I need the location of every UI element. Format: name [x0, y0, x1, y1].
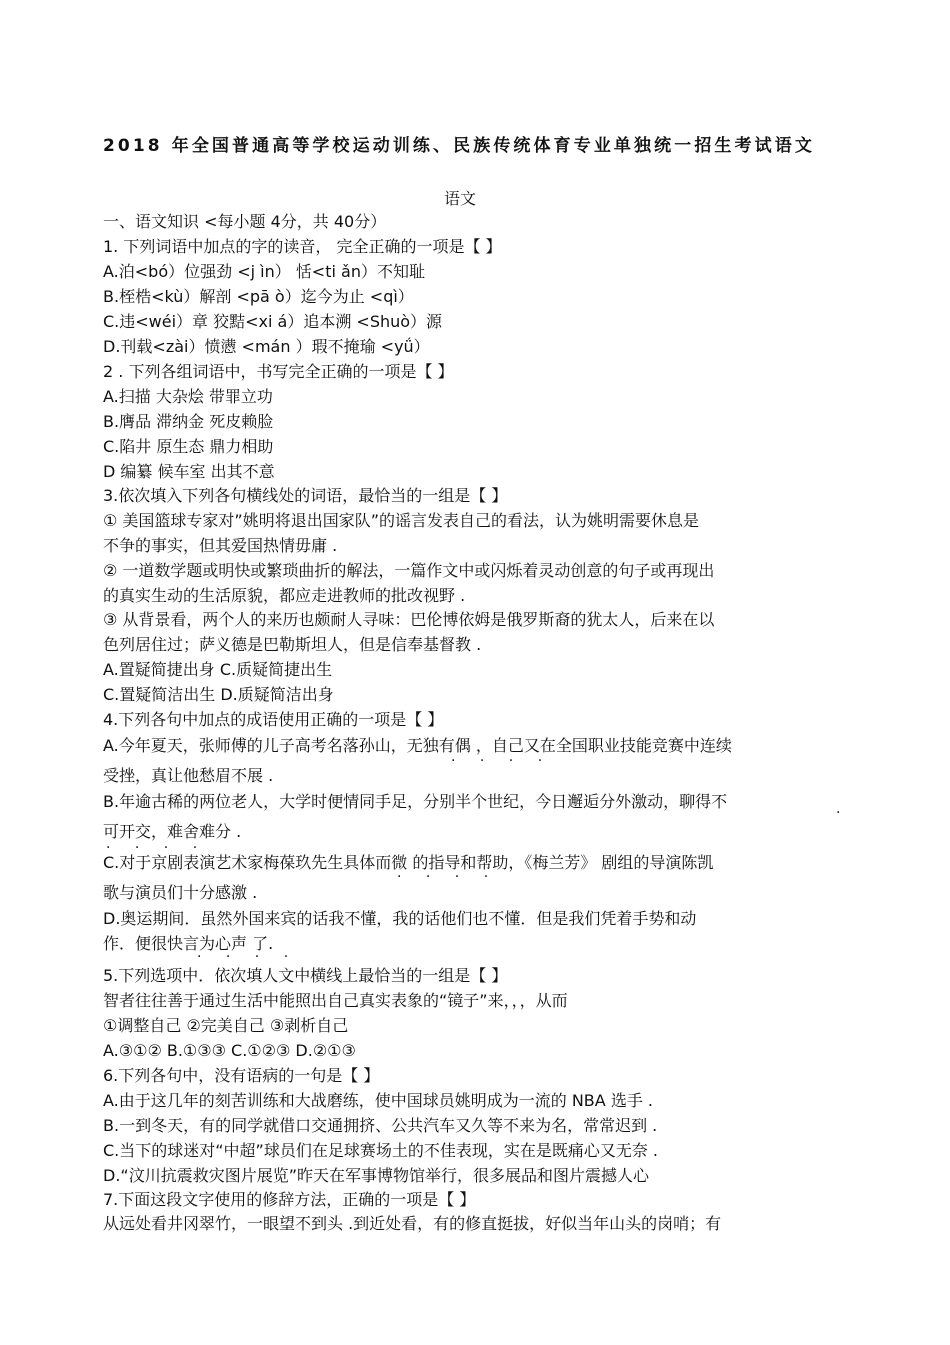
q3-sentence1-b: 不争的事实，但其爱国热情毋庸 . — [103, 536, 338, 555]
q2-option-c: C.陷井 原生态 鼎力相助 — [103, 437, 274, 456]
emphasis-dots: · · · · — [106, 840, 208, 856]
emphasis-dots: · · · · — [451, 753, 553, 769]
q6-stem: 6.下列各句中，没有语病的一句是【 】 — [103, 1066, 380, 1085]
subject-heading: 语文 — [443, 189, 476, 208]
q3-stem: 3.依次填入下列各句横线处的词语，最恰当的一组是【 】 — [103, 486, 508, 505]
emphasis-dots: · · · · — [197, 949, 299, 965]
q3-sentence2-b: 的真实生动的生活原貌，都应走进教师的批改视野 . — [103, 586, 466, 605]
q4-option-a-line2: 受挫，真让他愁眉不展 . — [103, 766, 274, 785]
q4-stem: 4.下列各句中加点的成语使用正确的一项是【 】 — [103, 710, 444, 729]
q1-option-c: C.违<wéi）章 狡黠<xi á）追本溯 <Shuò）源 — [103, 312, 443, 331]
q6-option-d: D.“汶川抗震救灾图片展览”昨天在军事博物馆举行，很多展品和图片震撼人心 — [103, 1166, 649, 1185]
q5-text: 智者往往善于通过生活中能照出自己真实表象的“镜子”来，，，从而 — [103, 991, 568, 1010]
q3-sentence3-a: ③ 从背景看，两个人的来历也颇耐人寻味：巴伦博依姆是俄罗斯裔的犹太人，后来在以 — [103, 610, 715, 629]
q1-option-b: B.桎梏<kù）解剖 <pā ò）迄今为止 <qì） — [103, 287, 414, 306]
q3-sentence1-a: ① 美国篮球专家对”姚明将退出国家队”的谣言发表自己的看法，认为姚明需要休息是 — [103, 511, 700, 530]
q4-option-c-line1: C.对于京剧表演艺术家梅葆玖先生具体而微 的指导和帮助，《梅兰芳》 剧组的导演陈凯 — [103, 853, 714, 872]
q1-stem: 1. 下列词语中加点的字的读音， 完全正确的一项是【 】 — [103, 237, 502, 256]
q3-sentence3-b: 色列居住过；萨义德是巴勒斯坦人，但是信奉基督教 . — [103, 635, 482, 654]
q2-stem: 2 . 下列各组词语中，书写完全正确的一项是【 】 — [103, 362, 454, 381]
q4-option-b-line2: 可开交，难舍难分 . — [103, 822, 242, 841]
emphasis-dots: · · · · — [397, 869, 499, 885]
q4-option-a-line1: A.今年夏天，张师傅的儿子高考名落孙山，无独有偶 ，自己又在全国职业技能竞赛中连续 — [103, 736, 732, 755]
q2-option-a: A.扫描 大杂烩 带罪立功 — [103, 387, 273, 406]
q6-option-c: C.当下的球迷对“中超”球员们在足球赛场土的不佳表现，实在是既痛心又无奈 . — [103, 1141, 659, 1160]
document-title: 2018 年全国普通高等学校运动训练、民族传统体育专业单独统一招生考试语文 — [103, 136, 815, 156]
emphasis-dots: · — [836, 805, 851, 821]
q2-option-d: D 编纂 候车室 出其不意 — [103, 462, 275, 481]
q6-option-a: A.由于这几年的刻苦训练和大战磨练，使中国球员姚明成为一流的 NBA 选手 . — [103, 1091, 653, 1110]
q5-stem: 5.下列选项中．依次填人文中横线上最恰当的一组是【 】 — [103, 966, 508, 985]
q5-items: ①调整自己 ②完美自己 ③剥析自己 — [103, 1016, 349, 1035]
q4-option-d-line1: D.奥运期间．虽然外国来宾的话我不懂，我的话他们也不懂．但是我们凭着手势和动 — [103, 909, 697, 928]
q5-options: A.③①② B.①③③ C.①②③ D.②①③ — [103, 1041, 356, 1060]
q7-stem: 7.下面这段文字使用的修辞方法，正确的一项是【 】 — [103, 1190, 476, 1209]
q2-option-b: B.膺品 滞纳金 死皮赖脸 — [103, 412, 274, 431]
q3-options-cd: C.置疑简洁出生 D.质疑简洁出身 — [103, 685, 334, 704]
q4-option-b-line1: B.年逾古稀的两位老人，大学时便情同手足，分别半个世纪，今日邂逅分外激动，聊得不 — [103, 792, 728, 811]
q3-options-ac: A.置疑简捷出身 C.质疑简捷出生 — [103, 660, 333, 679]
q4-option-d-line2: 作．便很快言为心声 了. — [103, 934, 274, 953]
q6-option-b: B.一到冬天，有的同学就借口交通拥挤、公共汽车又久等不来为名，常常迟到 . — [103, 1116, 658, 1135]
q3-sentence2-a: ② 一道数学题或明快或繁琐曲折的解法，一篇作文中或闪烁着灵动创意的句子或再现出 — [103, 561, 715, 580]
section-heading: 一、语文知识 <每小题 4分，共 40分） — [103, 212, 387, 231]
q7-text: 从远处看井冈翠竹，一眼望不到头 .到近处看，有的修直挺拔，好似当年山头的岗哨；有 — [103, 1214, 722, 1233]
q1-option-d: D.刊载<zài）愤懑 <mán ）瑕不掩瑜 <yǘ） — [103, 337, 430, 356]
q1-option-a: A.泊<bó）位强劲 <j ìn） 恬<ti ǎn）不知耻 — [103, 262, 425, 281]
q4-option-c-line2: 歌与演员们十分感激 . — [103, 883, 258, 902]
